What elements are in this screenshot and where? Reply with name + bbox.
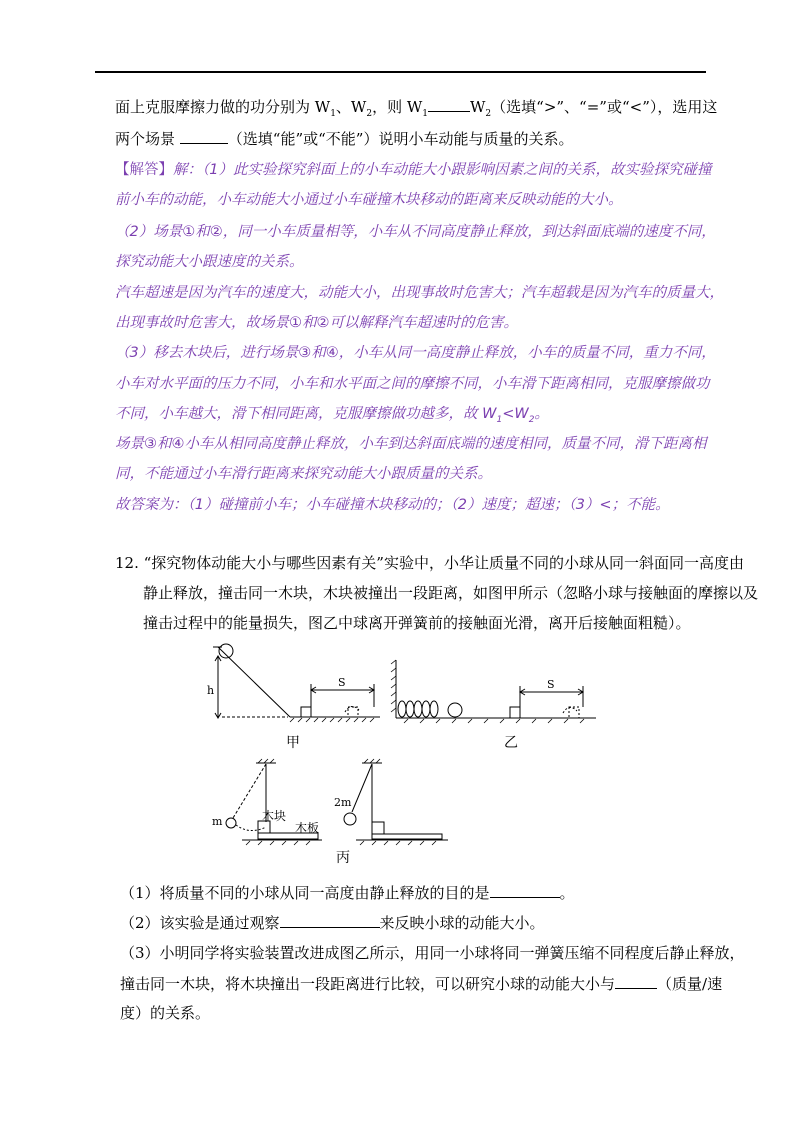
label-mass: m: [212, 815, 223, 828]
prev-question-line-1: 面上克服摩擦力做的功分别为 $W_1$、$W_2$，则 $W_1$ $W_2$（选填“>”、“=”或“<”），选用这: [115, 98, 718, 119]
caption-jia: 甲: [286, 735, 300, 751]
question-number: 12.: [115, 554, 139, 572]
answer-line-5: 汽车超速是因为汽车的速度大，动能大小，出现事故时危害大；汽车超载是因为汽车的质量大，: [115, 285, 724, 301]
prev-question-line-2: 两个场景 （选填“能”或“不能”）说明小车动能与质量的关系。: [115, 130, 574, 148]
wood-block: [372, 822, 384, 834]
answer-blank[interactable]: [490, 883, 560, 898]
answer-blank[interactable]: [615, 974, 657, 989]
wood-block: [301, 707, 311, 717]
answer-line-8: 小车对水平面的压力不同，小车和水平面之间的摩擦不同，小车滑下距离相同，克服摩擦做功: [115, 376, 710, 392]
ball: [448, 703, 462, 717]
sub-question-3-line-1: （3）小明同学将实验装置改进成图乙所示，用同一小球将同一弹簧压缩不同程度后静止释放，: [120, 944, 745, 962]
caption-bing: 丙: [336, 850, 350, 866]
sub-question-1: （1）将质量不同的小球从同一高度由静止释放的目的是 。: [120, 884, 575, 902]
ball: [344, 813, 356, 825]
ball: [219, 644, 233, 658]
label-s: S: [338, 676, 346, 689]
answer-line-2: 前小车的动能，小车动能大小通过小车碰撞木块移动的距离来反映动能的大小。: [115, 192, 623, 208]
answer-blank[interactable]: [280, 913, 380, 928]
sub-question-3-line-3: 度）的关系。: [120, 1004, 211, 1022]
board: [372, 834, 442, 839]
answer-line-4: 探究动能大小跟速度的关系。: [115, 254, 304, 270]
sub-question-2: （2）该实验是通过观察 来反映小球的动能大小。: [120, 914, 545, 932]
label-mass: 2m: [334, 796, 352, 809]
label-block: 木块: [262, 809, 287, 823]
answer-line-12: 故答案为：（1）碰撞前小车；小车碰撞木块移动的；（2）速度；超速；（3）<；不能。: [115, 497, 670, 513]
answer-line-6: 出现事故时危害大，故场景①和②可以解释汽车超速时的危害。: [115, 315, 518, 331]
answer-line-1: 【解答】解：（1）此实验探究斜面上的小车动能大小跟影响因素之间的关系，故实验探究碰撞: [115, 162, 712, 178]
answer-line-10: 场景③和④小车从相同高度静止释放，小车到达斜面底端的速度相同，质量不同，滑下距离相: [115, 436, 707, 452]
spring: [398, 701, 406, 717]
q12-line-2: 静止释放，撞击同一木块，木块被撞出一段距离，如图甲所示（忽略小球与接触面的摩擦以及: [143, 584, 759, 602]
label-s: S: [547, 678, 555, 691]
answer-line-11: 同，不能通过小车滑行距离来探究动能大小跟质量的关系。: [115, 466, 492, 482]
q12-line-1: 12. “探究物体动能大小与哪些因素有关”实验中，小华让质量不同的小球从同一斜面同一高度由: [115, 554, 744, 572]
ball: [226, 818, 236, 828]
q12-line-3: 撞击过程中的能量损失，图乙中球离开弹簧前的接触面光滑，离开后接触面粗糙）。: [143, 614, 691, 632]
wood-block: [510, 707, 520, 718]
label-board: 木板: [295, 821, 320, 835]
answer-line-3: （2）场景①和②，同一小车质量相等，小车从不同高度静止释放，到达斜面底端的速度不同，: [115, 224, 716, 240]
sub-question-3-line-2: 撞击同一木块，将木块撞出一段距离进行比较，可以研究小球的动能大小与 （质量/速: [120, 975, 723, 993]
answer-line-9: 不同，小车越大，滑下相同距离，克服摩擦做功越多，故 $W_1<W_2$。: [115, 406, 549, 425]
answer-line-7: （3）移去木块后，进行场景③和④，小车从同一高度静止释放，小车的质量不同，重力不同，: [115, 345, 716, 361]
label-h: h: [207, 684, 215, 697]
caption-yi: 乙: [504, 735, 518, 751]
